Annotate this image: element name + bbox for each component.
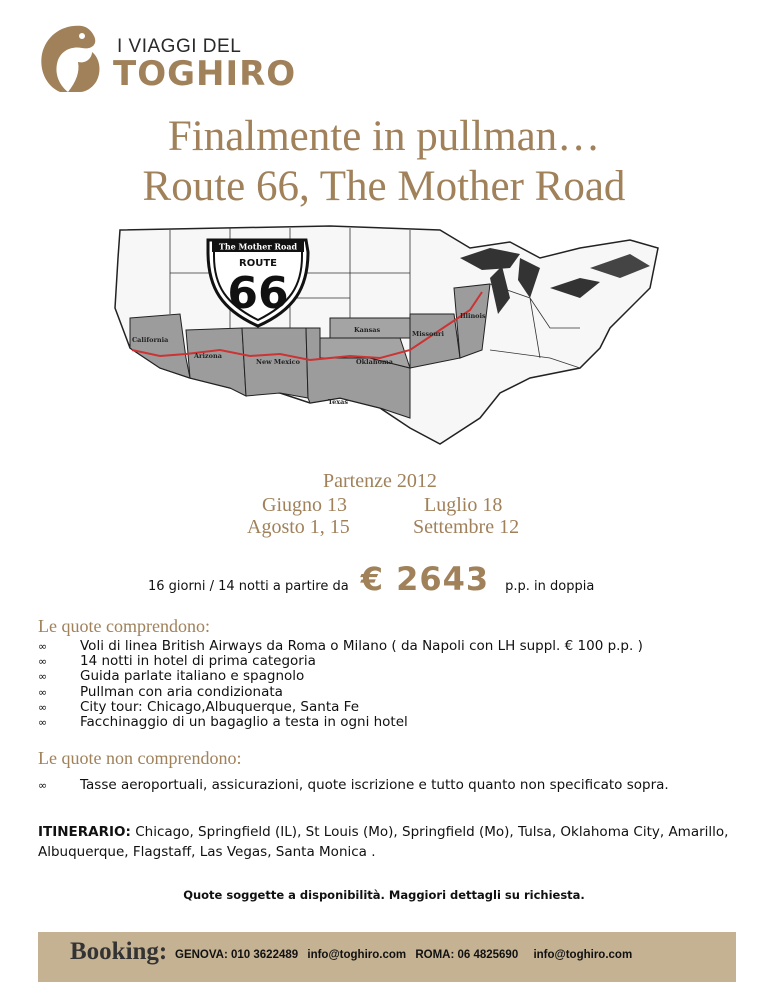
- booking-footer: [38, 932, 736, 982]
- departure-settembre: Settembre 12: [413, 516, 520, 538]
- booking-contacts: [175, 949, 632, 961]
- list-item: ∞ 14 notti in hotel di prima categoria: [38, 653, 316, 670]
- itinerary: [38, 822, 738, 862]
- email-link-2[interactable]: info@toghiro.com: [533, 949, 633, 961]
- price-amount: € 2643: [360, 560, 490, 598]
- bullet-icon: ∞: [38, 716, 48, 730]
- bullet-icon: ∞: [38, 685, 48, 699]
- itinerary-label: ITINERARIO:: [38, 824, 131, 840]
- excluded-list: [38, 778, 738, 793]
- price-prefix: 16 giorni / 14 notti a partire da: [148, 579, 349, 594]
- email-link-1[interactable]: info@toghiro.com: [307, 949, 407, 961]
- list-item: ∞ Guida parlate italiano e spagnolo: [38, 668, 305, 685]
- map-label-illinois: Illinois: [460, 312, 486, 320]
- departure-giugno: Giugno 13: [262, 494, 347, 516]
- departure-luglio: Luglio 18: [424, 494, 503, 516]
- logo-mark-icon: [38, 22, 118, 94]
- excluded-title: Le quote non comprendono:: [38, 748, 242, 768]
- map-label-texas: Texas: [328, 398, 348, 406]
- map-label-missouri: Missouri: [412, 330, 444, 338]
- price-suffix: p.p. in doppia: [505, 579, 595, 594]
- price-line: [148, 560, 594, 598]
- bullet-icon: ∞: [38, 700, 48, 714]
- list-item: ∞ Tasse aeroportuali, assicurazioni, quote iscrizione e tutto quanto non specificato sopra.: [38, 777, 669, 793]
- list-item: ∞ Voli di linea British Airways da Roma o Milano ( da Napoli con LH suppl. € 100 p.p. ): [38, 638, 643, 654]
- booking-label: Booking:: [70, 938, 168, 965]
- map-label-california: California: [132, 336, 169, 344]
- included-title: Le quote comprendono:: [38, 616, 210, 636]
- logo-brand: TOGHIRO: [113, 54, 297, 94]
- logo-tagline: I VIAGGI DEL: [117, 36, 242, 57]
- route66-map: [110, 218, 665, 448]
- list-item: ∞ City tour: Chicago,Albuquerque, Santa Fe: [38, 698, 360, 715]
- included-list: [38, 639, 738, 730]
- bullet-icon: ∞: [38, 779, 48, 792]
- map-label-kansas: Kansas: [354, 326, 381, 334]
- bullet-icon: ∞: [38, 640, 48, 653]
- itinerary-text: Chicago, Springfield (IL), St Louis (Mo), Springfield (Mo), Tulsa, Oklahoma City, Amarillo, Albuquerque, Flagstaff, Las Vegas, Santa Monica .: [38, 824, 729, 860]
- departure-agosto: Agosto 1, 15: [247, 516, 350, 538]
- list-item: ∞ Pullman con aria condizionata: [38, 683, 283, 700]
- availability-note: Quote soggette a disponibilità. Maggiori dettagli su richiesta.: [183, 888, 585, 902]
- map-label-newmexico: New Mexico: [256, 358, 300, 366]
- map-label-oklahoma: Oklahoma: [356, 358, 393, 366]
- shield-route-text: ROUTE: [239, 258, 277, 269]
- departures-heading: Partenze 2012: [323, 470, 437, 492]
- bullet-icon: ∞: [38, 655, 48, 669]
- genova-phone: GENOVA: 010 3622489: [175, 949, 299, 961]
- map-label-arizona: Arizona: [194, 352, 222, 360]
- shield-number-text: 66: [227, 268, 289, 319]
- shield-top-text: The Mother Road: [218, 241, 298, 252]
- roma-phone: ROMA: 06 4825690: [415, 949, 519, 961]
- page-title-line1: Finalmente in pullman…: [167, 113, 601, 160]
- bullet-icon: ∞: [38, 670, 48, 684]
- page-title-line2: Route 66, The Mother Road: [142, 163, 626, 210]
- list-item: ∞ Facchinaggio di un bagaglio a testa in ogni hotel: [38, 714, 408, 731]
